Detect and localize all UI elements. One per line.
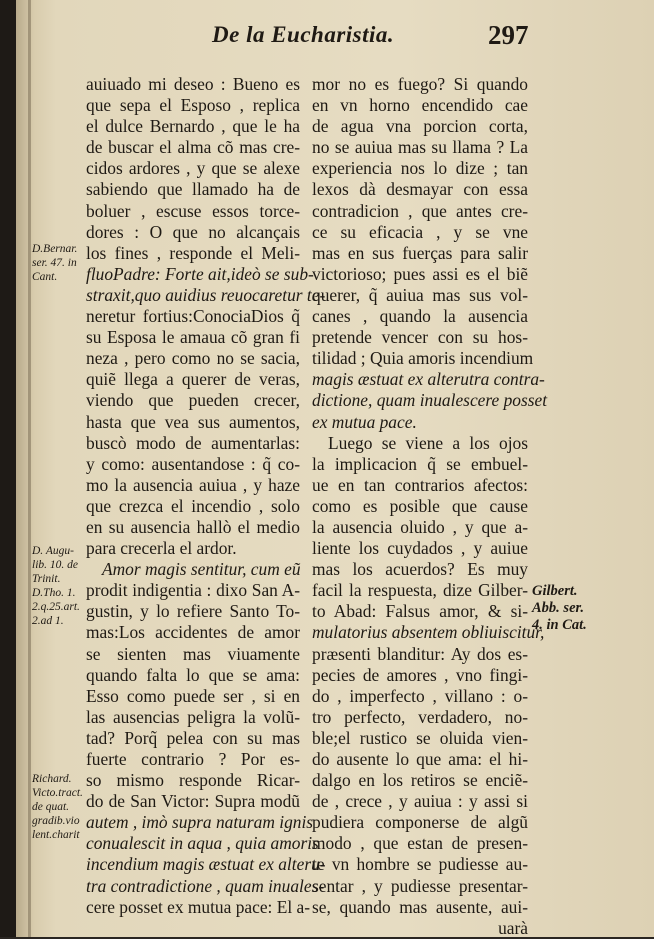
text-line: tro perfecto, verdadero, no- [312, 706, 528, 727]
text-line: el dulce Bernardo , que le ha [86, 116, 300, 137]
text-line: de agua vna porcion corta, [312, 116, 528, 137]
text-line: boluer , escuse essos torce- [86, 200, 300, 221]
text-line: Luego se viene a los ojos [328, 432, 528, 453]
text-line: de , crece , y auiua : y assi si [312, 791, 528, 812]
text-line: gustin, y lo refiere Santo To- [86, 601, 300, 622]
text-line: en su ausencia hallò el medio [86, 516, 300, 537]
text-line: pecies de amores , vno fingi- [312, 664, 528, 685]
text-line: lexos dà desmayar con essa [312, 179, 528, 200]
text-line: incendium magis æstuat ex alteru- [86, 854, 326, 875]
text-line: do de San Victor: Supra modũ [86, 791, 300, 812]
text-line: dalgo en los retiros se enciẽ- [312, 770, 528, 791]
margin-line: lib. 10. de [32, 559, 78, 571]
text-line: autem , imò supra naturam ignis [86, 812, 314, 833]
text-line: pudiera componerse de algũ [312, 812, 528, 833]
margin-line: D.Tho. 1. [32, 587, 76, 599]
margin-line: 2.ad 1. [32, 615, 64, 627]
gutter-shadow [28, 0, 31, 937]
text-line: uarà [498, 917, 528, 938]
text-line: mas en sus fuerças para salir [312, 242, 528, 263]
text-line: sentar , y pudiesse presentar- [312, 875, 528, 896]
right-text-column [312, 74, 548, 939]
margin-line: Victo.tract. [32, 787, 83, 799]
text-line: neza , pero como no se sacia, [86, 348, 300, 369]
text-line: pretende vencer con su hos- [312, 327, 528, 348]
margin-line: Richard. [32, 773, 72, 785]
text-line: experiencia nos lo dize ; tan [312, 158, 528, 179]
text-line: so mismo responde Ricar- [86, 770, 300, 791]
margin-line: de quat. [32, 801, 70, 813]
text-line: en vn horno encendido cae [312, 95, 528, 116]
text-line: y como: ausentandose : q̃ co- [86, 453, 300, 474]
text-line: quiẽ llega a querer de veras, [86, 369, 300, 390]
text-line: to Abad: Falsus amor, & si- [312, 601, 528, 622]
page-header [0, 16, 654, 56]
text-line: præsenti blanditur: Ay dos es- [312, 643, 528, 664]
text-line: ble;el rustico se oluida vien- [312, 727, 528, 748]
margin-line: 2.q.25.art. [32, 601, 80, 613]
text-line: facil la respuesta, dize Gilber- [312, 580, 528, 601]
text-line: do , imperfecto , villano : o- [312, 685, 528, 706]
text-line: tilidad ; Quia amoris incendium [312, 348, 534, 369]
text-line: fuerte contrario ? Por es- [86, 749, 300, 769]
running-head: De la Eucharistia. [212, 22, 395, 47]
margin-line: Cant. [32, 271, 58, 283]
margin-line: 4. in Cat. [532, 617, 587, 633]
margin-line: Trinit. [32, 573, 61, 585]
text-line: neretur fortius:ConociaDios q̃ [86, 306, 300, 327]
margin-line: ser. 47. in [32, 257, 77, 269]
text-line: mo la ausencia auiua , y haze [86, 474, 300, 495]
text-line: ex mutua pace. [312, 411, 417, 432]
text-line: de buscar el alma cõ mas cre- [86, 137, 300, 158]
margin-line: D. Augu- [32, 545, 74, 557]
marginal-note-gilbert [532, 583, 587, 634]
text-line: mor no es fuego? Si quando [312, 74, 528, 94]
text-line: querer, q̃ auiua mas sus vol- [312, 284, 528, 305]
text-line: auiuado mi deseo : Bueno es [86, 74, 300, 94]
margin-line: gradib.vio [32, 815, 80, 827]
text-line: contradicion , que antes cre- [312, 200, 528, 221]
text-line: mas los acuerdos? Es muy [312, 559, 528, 580]
text-line: victorioso; pues assi es el biẽ [312, 263, 528, 284]
text-line: viendo que pueden crecer, [86, 390, 300, 411]
margin-line: Gilbert. [532, 583, 578, 599]
text-line: cere posset ex mutua pace: El a- [86, 896, 311, 917]
text-line: quando falta lo que se ama: [86, 664, 300, 685]
marginal-note-bernard [32, 242, 77, 284]
text-line: ue en tan contrarios afectos: [312, 474, 528, 495]
text-line: Esso como puede ser , si en [86, 685, 300, 706]
text-line: ce su eficacia , y se vne [312, 221, 528, 242]
text-line: buscò modo de aumentarlas: [86, 432, 300, 453]
text-line: la ausencia oluido , y que a- [312, 516, 528, 537]
text-line: para crecerla el ardor. [86, 538, 237, 559]
margin-line: D.Bernar. [32, 243, 78, 255]
text-line: se, quando mas ausente, aui- [312, 896, 528, 917]
left-text-column [86, 74, 326, 918]
text-line: que sepa el Esposo , replica [86, 95, 300, 116]
text-line: liente los cuydados , y auiue [312, 538, 528, 559]
text-line: dictione, quam inualescere posset [312, 390, 548, 411]
text-line: como es posible que cause [312, 495, 528, 516]
text-line: modo , que estan de presen- [312, 833, 528, 854]
text-line: prodit indigentia : dixo San A- [86, 580, 300, 601]
marginal-note-richard [32, 772, 83, 842]
margin-line: Abb. ser. [532, 600, 584, 616]
text-line: sabiendo que llamado ha de [86, 179, 300, 200]
text-line: te vn hombre se pudiesse au- [312, 854, 528, 875]
text-line: conualescit in aqua , quia amoris [86, 833, 319, 854]
text-line: cidos ardores , y que se alexe [86, 158, 300, 179]
text-line: se sienten mas viuamente [86, 643, 300, 664]
text-line: straxit,quo auidius reuocaretur te- [86, 284, 326, 305]
text-line: do ausente lo que ama: el hi- [312, 749, 528, 769]
text-line: los fines , responde el Meli- [86, 242, 300, 263]
text-line: no se auiua mas su llama ? La [312, 137, 528, 158]
text-line: mulatorius absentem obliuiscitur, [312, 622, 545, 643]
text-line: que crezca el incendio , solo [86, 495, 300, 516]
text-line: las ausencias peligra la volũ- [86, 706, 300, 727]
text-line: hasta que vea sus aumentos, [86, 411, 300, 432]
margin-line: lent.charit [32, 829, 80, 841]
text-line: dores : O que no alcançais [86, 221, 300, 242]
text-line: canes , quando la ausencia [312, 306, 528, 327]
text-line: magis æstuat ex alterutra contra- [312, 369, 545, 390]
text-line: Amor magis sentitur, cum eũ [102, 559, 301, 580]
text-line: su Esposa le amaua cõ gran fi [86, 327, 300, 348]
page-number: 297 [488, 20, 529, 50]
marginal-note-augustine [32, 544, 80, 628]
text-line: fluoPadre: Forte ait,ideò se sub- [86, 263, 314, 284]
left-page-edge [0, 0, 16, 937]
text-line: la implicacion q̃ se embuel- [312, 453, 528, 474]
text-line: tra contradictione , quam inuales- [86, 875, 325, 896]
text-line: mas:Los accidentes de amor [86, 622, 300, 643]
text-line: tad? Porq̃ pelea con su mas [86, 727, 300, 748]
